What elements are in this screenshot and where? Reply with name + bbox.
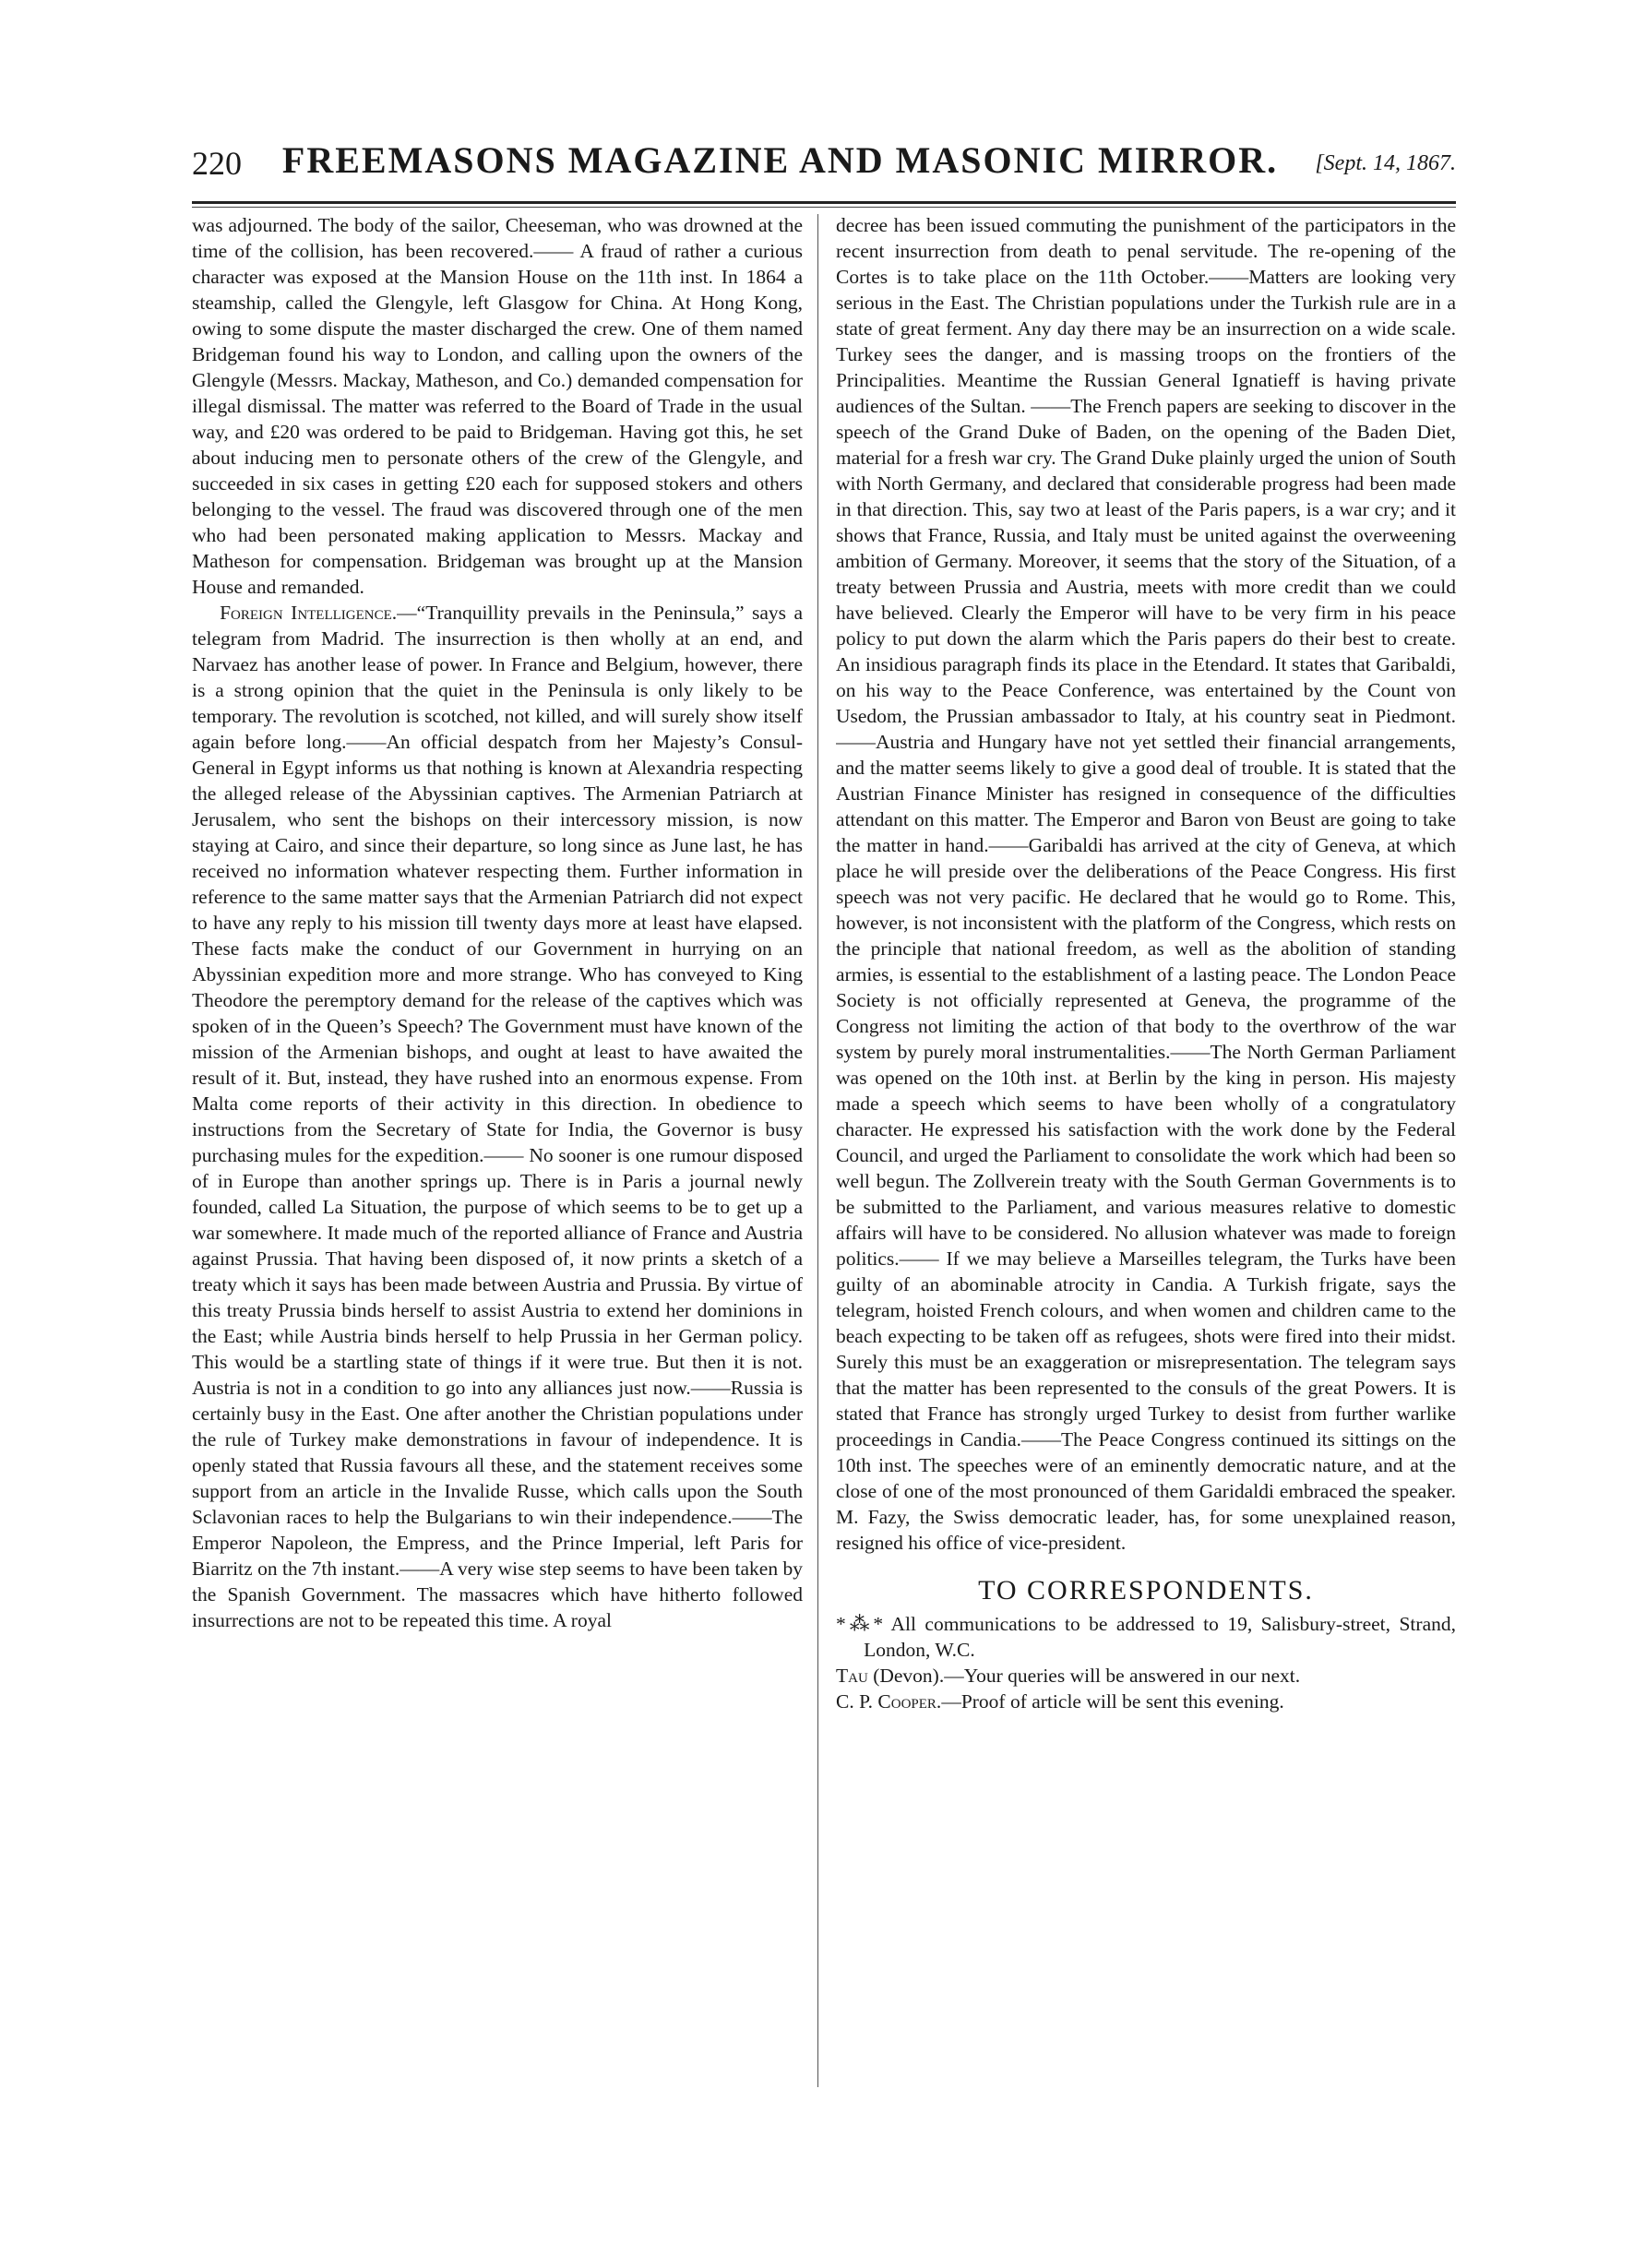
column-divider	[817, 214, 818, 2087]
correspondent-notice	[836, 1689, 1456, 1714]
correspondent-name: Tau	[836, 1665, 868, 1687]
header-rule-thin	[192, 207, 1456, 208]
correspondent-reply: (Devon).—Your queries will be answered in our next.	[867, 1665, 1301, 1687]
foreign-intelligence-text: —“Tranquillity prevails in the Peninsula,” says a telegram from Madrid. The insurrection is then wholly at an end, and Narvaez has another lease of power. In France and Belgium, however, there is a strong opinion that the quiet in the Peninsula is only likely to be temporary. The revolution is scotched, not killed, and will surely show itself again before long.——An official despatch from her Majesty’s Consul-General in Egypt informs us that nothing is known at Alexandria respecting the alleged release of the Abyssinian captives. The Armenian Patriarch at Jerusalem, who sent the bishops on their intercessory mission, is now staying at Cairo, and since their departure, so long since as June last, he has received no information whatever respecting them. Further information in reference to the same matter says that the Armenian Patriarch did not expect to have any reply to his mission till twenty days more at least have elapsed. These facts make the conduct of our Government in hurrying on an Abyssinian expedition more and more strange. Who has conveyed to King Theodore the peremptory demand for the release of the captives which was spoken of in the Queen’s Speech? The Government must have known of the mission of the Armenian bishops, and ought at least to have awaited the result of it. But, instead, they have rushed into an enormous expense. From Malta come reports of their activity in this direction. In obedience to instructions from the Secretary of State for India, the Governor is busy purchasing mules for the expedition.—— No sooner is one rumour disposed of in Europe than another springs up. There is in Paris a journal newly founded, called La Situation, the purpose of which seems to be to get up a war somewhere. It made much of the reported alliance of France and Austria against Prussia. That having been disposed of, it now prints a sketch of a treaty which it says has been made between Austria and Prussia. By virtue of this treaty Prussia binds herself to assist Austria to extend her dominions in the East; while Austria binds herself to help Prussia in her German policy. This would be a startling state of things if it were true. But then it is not. Austria is not in a condition to go into any alliances just now.——Russia is certainly busy in the East. One after another the Christian populations under the rule of Turkey make demonstrations in favour of independence. It is openly stated that Russia favours all these, and the statement receives some support from an article in the Invalide Russe, which calls upon the South Sclavonian races to help the Bulgarians to win their independence.——The Emperor Napoleon, the Empress, and the Prince Imperial, left Paris for Biarritz on the 7th instant.——A very wise step seems to have been taken by the Spanish Government. The massacres which have hitherto followed insurrections are not to be repeated this time. A royal	[192, 602, 803, 1631]
header-rule	[192, 201, 1456, 204]
article-paragraph: was adjourned. The body of the sailor, Cheeseman, who was drowned at the time of the collision, has been recovered.—— A fraud of rather a curious character was exposed at the Mansion House on the 11th inst. In 1864 a steamship, called the Glengyle, left Glasgow for China. At Hong Kong, owing to some dispute the master discharged the crew. One of them named Bridgeman found his way to London, and calling upon the owners of the Glengyle (Messrs. Mackay, Matheson, and Co.) demanded compensation for illegal dismissal. The matter was referred to the Board of Trade in the usual way, and £20 was ordered to be paid to Bridgeman. Having got this, he set about inducing men to personate others of the crew of the Glengyle, and succeeded in six cases in getting £20 each for supposed stokers and others belonging to the vessel. The fraud was discovered through one of the men who had been personated making application to Messrs. Mackay and Matheson for compensation. Bridgeman was brought up at the Mansion House and remanded.	[192, 214, 803, 598]
right-column	[836, 212, 1456, 2095]
correspondent-reply: —Proof of article will be sent this evening.	[941, 1690, 1284, 1713]
correspondent-notice: *⁂* All communications to be addressed to 19, Salisbury-street, Strand, London, W.C.	[836, 1613, 1456, 1661]
section-label-foreign-intelligence: Foreign Intelligence.	[220, 602, 398, 624]
page-header	[192, 138, 1456, 194]
correspondents-list	[836, 1611, 1456, 1714]
correspondents-heading: TO CORRESPONDENTS.	[978, 1575, 1314, 1606]
correspondent-notice	[836, 1663, 1456, 1689]
correspondent-name: C. P. Cooper.	[836, 1690, 942, 1713]
left-column	[192, 212, 803, 2095]
article-paragraph	[192, 600, 803, 1633]
page-number: 220	[192, 145, 242, 182]
masthead-title: FREEMASONS MAGAZINE AND MASONIC MIRROR.	[281, 139, 1279, 181]
article-paragraph: decree has been issued commuting the punishment of the participators in the recent insurrection from death to penal servitude. The re-opening of the Cortes is to take place on the 11th October.——Matters are looking very serious in the East. The Christian populations under the Turkish rule are in a state of great ferment. Any day there may be an insurrection on a wide scale. Turkey sees the danger, and is massing troops on the frontiers of the Principalities. Meantime the Russian General Ignatieff is having private audiences of the Sultan. ——The French papers are seeking to discover in the speech of the Grand Duke of Baden, on the opening of the Baden Diet, material for a fresh war cry. The Grand Duke plainly urged the union of South with North Germany, and declared that considerable progress had been made in that direction. This, say two at least of the Paris papers, is a war cry; and it shows that France, Russia, and Italy must be united against the overweening ambition of Germany. Moreover, it seems that the story of the Situation, of a treaty between Prussia and Austria, meets with more credit than we could have believed. Clearly the Emperor will have to be very firm in his peace policy to put down the alarm which the Paris papers do their best to create. An insidious paragraph finds its place in the Etendard. It states that Garibaldi, on his way to the Peace Conference, was entertained by the Count von Usedom, the Prussian ambassador to Italy, at his country seat in Piedmont.——Austria and Hungary have not yet settled their financial arrangements, and the matter seems likely to give a good deal of trouble. It is stated that the Austrian Finance Minister has resigned in consequence of the difficulties attendant on this matter. The Emperor and Baron von Beust are going to take the matter in hand.——Garibaldi has arrived at the city of Geneva, at which place he will preside over the deliberations of the Peace Congress. His first speech was not very pacific. He declared that he would go to Rome. This, however, is not inconsistent with the platform of the Congress, which rests on the principle that national freedom, as well as the abolition of standing armies, is essential to the establishment of a lasting peace. The London Peace Society is not officially represented at Geneva, the programme of the Congress not limiting the action of that body to the overthrow of the war system by purely moral instrumentalities.——The North German Parliament was opened on the 10th inst. at Berlin by the king in person. His majesty made a speech which seems to have been wholly of a congratulatory character. He expressed his satisfaction with the work done by the Federal Council, and urged the Parliament to consolidate the work which had been so well begun. The Zollverein treaty with the South German Governments is to be submitted to the Parliament, and various measures relative to domestic affairs will have to be considered. No allusion whatever was made to foreign politics.—— If we may believe a Marseilles telegram, the Turks have been guilty of an abominable atrocity in Candia. A Turkish frigate, says the telegram, hoisted French colours, and when women and children came to the beach expecting to be taken off as refugees, shots were fired into their midst. Surely this must be an exaggeration or misrepresentation. The telegram says that the matter has been represented to the consuls of the great Powers. It is stated that France has strongly urged Turkey to desist from further warlike proceedings in Candia.——The Peace Congress continued its sittings on the 10th inst. The speeches were of an eminently democratic nature, and at the close of one of the most pronounced of them Garidaldi embraced the speaker. M. Fazy, the Swiss democratic leader, has, for some unexplained reason, resigned his office of vice-president.	[836, 214, 1456, 1554]
issue-date: [Sept. 14, 1867.	[1315, 151, 1456, 175]
